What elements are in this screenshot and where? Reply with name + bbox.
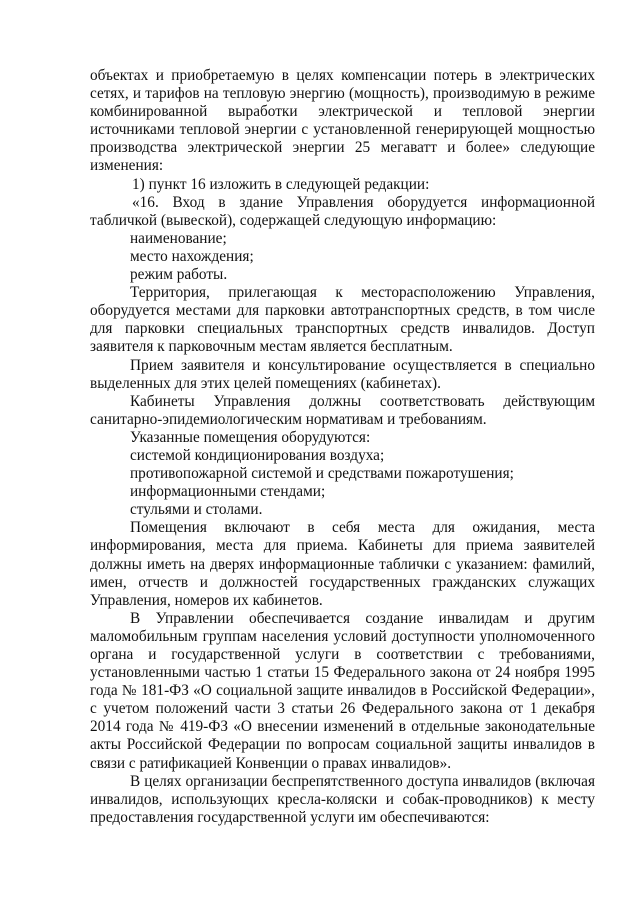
document-page	[90, 67, 595, 827]
text-line: акты Российской Федерации по вопросам социальной защиты инвалидов в	[90, 736, 595, 754]
text-line: выделенных для этих целей помещениях (кабинетах).	[90, 374, 441, 392]
list-item: стульями и столами.	[130, 501, 263, 519]
text-line: инвалидов, использующих кресла-коляски и собак-проводников) к месту	[90, 790, 595, 808]
text-line: сетях, и тарифов на тепловую энергию (мощность), производимую в режиме	[90, 85, 595, 103]
text-line: В Управлении обеспечивается создание инвалидам и другим	[130, 609, 595, 627]
text-line: В целях организации беспрепятственного доступа инвалидов (включая	[130, 772, 595, 790]
list-intro: Указанные помещения оборудуются:	[130, 428, 371, 446]
text-line: «16. Вход в здание Управления оборудуется информационной	[132, 193, 595, 211]
text-line: Управления, номеров их кабинетов.	[90, 591, 323, 609]
text-line: Прием заявителя и консультирование осуществляется в специально	[130, 356, 595, 374]
text-line: года № 181-ФЗ «О социальной защите инвалидов в Российской Федерации»,	[90, 682, 595, 700]
text-line: установленными частью 1 статьи 15 Федерального закона от 24 ноября 1995	[90, 664, 595, 682]
text-line: информирования, места для приема. Кабинеты для приема заявителей	[90, 537, 595, 555]
text-line: должны иметь на дверях информационные таблички с указанием: фамилий,	[90, 555, 595, 573]
text-line: предоставления государственной услуги им обеспечиваются:	[90, 808, 490, 826]
text-line: комбинированной выработки электрической и тепловой энергии	[90, 103, 595, 121]
list-item: информационными стендами;	[130, 483, 326, 501]
list-item: противопожарной системой и средствами пожаротушения;	[130, 465, 514, 483]
text-line: табличкой (вывеской), содержащей следующую информацию:	[90, 211, 497, 229]
text-line: 2014 года № 419-ФЗ «О внесении изменений в отдельные законодательные	[90, 718, 595, 736]
text-line: оборудуется местами для парковки автотранспортных средств, в том числе	[90, 302, 595, 320]
text-line: объектах и приобретаемую в целях компенсации потерь в электрических	[90, 67, 595, 84]
text-line: для парковки специальных транспортных средств инвалидов. Доступ	[90, 320, 595, 338]
list-item: место нахождения;	[130, 247, 254, 265]
text-line: Помещения включают в себя места для ожидания, места	[130, 519, 595, 537]
text-line: маломобильным группам населения условий доступности уполномоченного	[90, 627, 595, 645]
list-intro: 1) пункт 16 изложить в следующей редакции:	[132, 175, 430, 193]
text-line: с учетом положений части 3 статьи 26 Федерального закона от 1 декабря	[90, 700, 595, 718]
text-line: источниками тепловой энергии с установленной генерирующей мощностью	[90, 121, 595, 139]
text-line: связи с ратификацией Конвенции о правах инвалидов».	[90, 754, 452, 772]
text-line: Территория, прилегающая к месторасположению Управления,	[130, 284, 595, 302]
text-line: санитарно-эпидемиологическим нормативам и требованиям.	[90, 410, 487, 428]
list-item: наименование;	[130, 229, 227, 247]
text-line: изменения:	[90, 157, 164, 175]
text-line: производства электрической энергии 25 мегаватт и более» следующие	[90, 139, 595, 157]
list-item: системой кондиционирования воздуха;	[130, 446, 385, 464]
text-line: Кабинеты Управления должны соответствовать действующим	[130, 392, 595, 410]
text-line: органа и государственной услуги в соответствии с требованиями,	[90, 646, 595, 663]
list-item: режим работы.	[130, 266, 228, 284]
text-line: имен, отчеств и должностей государственных гражданских служащих	[90, 573, 595, 591]
text-line: заявителя к парковочным местам является бесплатным.	[90, 338, 453, 356]
